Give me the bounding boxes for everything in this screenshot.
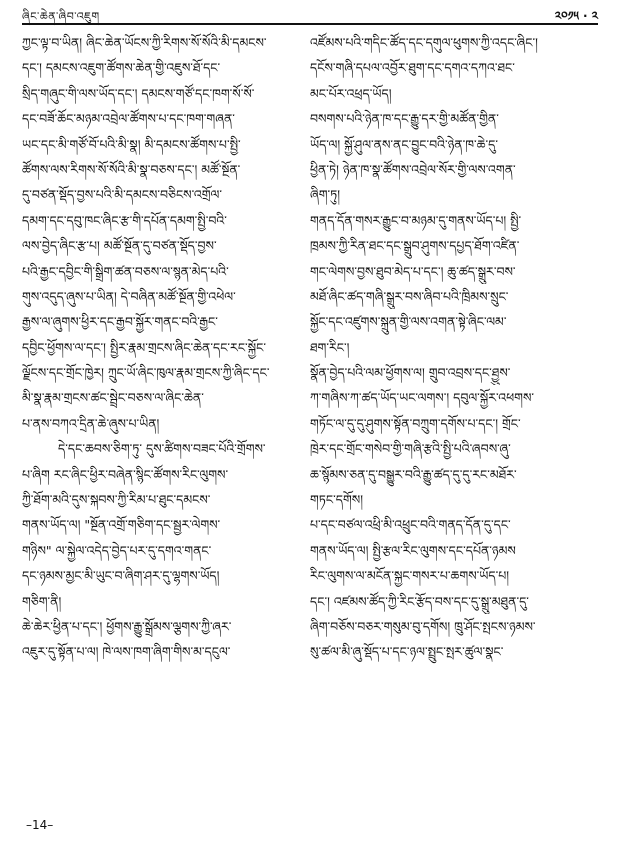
text-line: གང་ལེགས་བྱས་ཐུབ་མེད་པ་དང་། ཆུ་ཚད་སྒྲུར་བས་ [310,263,516,279]
text-line: གཏོང་ལ་དུ་དུ་ཤུགས་སྟོན་བཀྲུག་དགོས་པ་དང་། གྲོང་ [310,415,521,431]
text-line: པ་ནས་བཀའ་དྲིན་ཆེ་ཞུས་པ་ཡིན། [22,415,160,431]
text-line: འཛོམས་པའི་གདིང་ཚོད་དང་དགུལ་ཕུགས་ཀྱི་འདང་ཞིང་། [310,35,538,50]
text-line: ཁྲེར་དང་གྲོང་གསེབ་གྱི་གཞི་རྩའི་སྤྱི་པའི་ཞབས་ཞུ་ [310,441,511,457]
text-line: ལས་བྱེད་ཞིང་རྩ་པ། མཚོ་སྔོན་དུ་བཙན་སྡོད་བྱས་ [22,238,217,254]
text-line: གནས་ཡོད་ལ། སྤྱི་རྩལ་རིང་ལུགས་དང་དཔོན་ཉམས [310,542,516,558]
text-line: སྐྱོང་དང་འཛུགས་སྐྲུན་གྱི་ལས་འགན་སྟེ་ཞིང་ལམ་ [310,314,507,330]
text-line: དང་ཉམས་མྱང་མི་ཡུང་བ་ཞིག་ཤར་དུ་ལྷགས་ཡོད། [22,568,220,584]
running-title: ཞིང་ཆེན་ཞིབ་འཇུག [22,10,100,23]
text-line: དུ་བཙན་སྡོད་བྱས་པའི་མི་དམངས་བཅིངས་འགྲོལ་ [22,187,222,203]
text-line: དབྱིང་ཕྱོགས་ལ་དང་། སྤྱིར་རྣམ་གྲངས་ཞིང་ཆེན་དང་རང་སྐྱོང་ [22,339,266,355]
text-line: འཇུར་དུ་སྟོན་པ་ལ། ཁེ་ལས་ཁག་ཞིག་གིས་མ་དངུལ་ [22,644,231,660]
text-line: ཚོགས་ལས་རིགས་སོ་སོའི་མི་སྣ་བཅས་དང་། མཚོ་སྔོན་ [22,161,241,177]
text-line: གནས་ཡོད་ལ། "སྔོན་འགྲོ་གཅིག་དང་སྦྱར་ལེགས་ [22,517,221,533]
text-line: ཆ་སྙོམས་ཅན་དུ་བསྒྱུར་བའི་རྒྱུ་ཚད་དུ་དུ་རང་མཐོར་ [310,466,517,482]
text-line: མང་པོར་འཕྲད་ཡོད། [310,85,392,101]
text-line: གཏང་དགོས། [310,492,363,508]
text-line: སུ་ཚལ་མི་ཞུ་སྡོད་པ་དང་ཉལ་སྤྲུང་སྤར་ཚུལ་སྣང་ [310,644,504,660]
text-line: ཞིག་བཅོས་བཅར་གསུམ་བུ་དགོས། ཁྲུ་ཤོང་སྤངས་ཉམས་ [310,618,536,634]
text-line: ཕྱིན་ཏེ། ཉེན་ཁ་སྣ་ཚོགས་འབྲེལ་སོར་གྱི་ལས་འགན་ [310,161,516,177]
right-column [310,30,576,665]
text-line: ཀྱི་ཐོག་མའི་དུས་སྐབས་ཀྱི་རིམ་པ་ཐུང་དམངས་ [22,492,211,508]
text-line: དམག་དང་དབུ་ཁང་ཞིང་རྩ་གི་དཔོན་དམག་སྤྱི་བའི་ [22,212,227,228]
text-line: པ་ཞིག རང་ཞིང་ཕྱིར་བཞེན་སྙིང་ཚོགས་རིང་ལུགས་ [22,466,229,482]
text-line: གུས་འདུད་ཞུས་པ་ཡིན། དེ་བཞིན་མཚོ་སྔོན་གྱི་འཕེལ་ [22,288,236,304]
text-line: དང་བཟོ་ཆོང་མཉམ་འབྲེལ་ཚོགས་པ་དང་ཁག་གཞན་ [22,111,235,127]
text-line: ཆེ་ཆེར་ཕྱིན་པ་དང་། ཕྱོགས་རྒྱུ་སྒྲོམས་ལྕགས་ཀྱི་ཞར་ [22,618,232,634]
text-line: མཐོ་ཞིང་ཚད་གཞི་སྒྲུར་བས་ཞིབ་པའི་ཁྲིམས་སྲུང་ [310,288,509,304]
text-line: ལྗོངས་དང་གྲོང་ཁྱེར། ཀྲུང་ཡོ་ཞིང་ཁུལ་རྣམ་གྲངས་ཀྱི་ཞིང་དང་ [22,365,270,381]
text-line: ཞིག་ཏུ། [310,187,341,203]
text-line: ཀྱང་ལྟ་བ་ཡིན། ཞིང་ཆེན་ཡོངས་ཀྱི་རིགས་སོ་སོའི་མི་དམངས་ [22,35,267,50]
text-line: དང་། འཛམས་ཚོད་ཀྱི་རིང་རྩོད་བས་དང་དུ་སྒྲུ་མཐུན་དུ་ [310,593,529,609]
page-number: –14– [26,818,54,832]
text-line: ཡོད་ལ། སྐྱོ་ཤུལ་ནས་ནང་བྱུང་བའི་ཉེན་ཁ་ཆེ་དུ་ [310,136,499,152]
text-line: རྒྱས་ལ་ཞུགས་ཕྱིར་དང་རྒྱབ་སྐྱོར་གནང་བའི་རྒྱང་ [22,314,218,330]
text-line: བསགས་པའི་ཉེན་ཁ་དང་རྒྱུ་དར་གྱི་མཚོན་གྱིན་ [310,111,499,127]
left-column [22,30,288,665]
text-line: ཐག་རིང་། [310,339,350,355]
text-line: ཀ་གཞིས་ཀ་ཚད་ཡོད་ཡང་ལགས་། དབུལ་སྐྱོར་འཕགས་ [310,390,535,406]
text-line: དངོས་གཞི་དཔལ་འབྱོར་ཐུག་དང་དགའ་དཀའ་ཐང་ [310,60,515,76]
text-line: གནད་དོན་གསར་རྒྱུང་བ་མཉམ་དུ་གནས་ཡོད་པ། སྤྱི་ [310,212,522,228]
text-line: གཉིས" ལ་སྐྱེལ་འདེད་བྱེད་པར་དུ་དགའ་གནང་ [22,542,212,558]
text-line: མི་སྣ་རྣམ་གྲངས་ཚང་སྦྲེང་བཅས་ལ་ཞིང་ཆེན་ [22,390,204,406]
text-line: པ་དང་བཙལ་འཕྲི་མི་འཕྲུང་བའི་གནད་དོན་དུ་དང་ [310,517,511,533]
text-line: སྣོན་བྱེད་པའི་ལམ་ཕྱོགས་ལ། གྲུབ་འབྲས་དང་ཐྱུས་ [310,365,511,381]
text-line: པའི་རྒྱང་དབྱིང་གི་སྒྲིག་ཚན་བཅས་ལ་སྙན་མེད་པའི་ [22,263,229,279]
text-line: ཡང་དང་མི་གཙོ་བོ་པའི་མི་སྣ། མི་དམངས་ཚོགས་པ་སྤྱི་ [22,136,241,152]
text-line: སྲིད་གཞུང་གི་ལས་ཡོད་དང་། དམངས་གཙོ་དང་ཁག་སོ་སོ་ [22,85,255,101]
text-line: དང་། དམངས་འཇུག་ཚོགས་ཆེན་གྱི་འཇུས་ཐོ་དང་ [22,60,221,76]
issue-number: ༢༠༡༥ · ༢ [554,9,598,23]
text-line: ཁྲམས་ཀྱི་རིན་ཐང་དང་སྒྲུབ་ཤུགས་དཔྱད་ཐོག་འཛིན་ [310,238,520,254]
text-line: དེ་དང་ཆབས་ཅིག་ཏུ་ དུས་ཚིགས་བཟང་པོའི་གྲོགས་ [58,441,266,457]
header-rule [22,23,598,25]
text-line: རིང་ལུགས་ལ་མངོན་སྐྱང་གསར་པ་ཆགས་ཡོད་པ། [310,568,510,584]
text-line: གཅིག་ནི། [22,593,62,609]
